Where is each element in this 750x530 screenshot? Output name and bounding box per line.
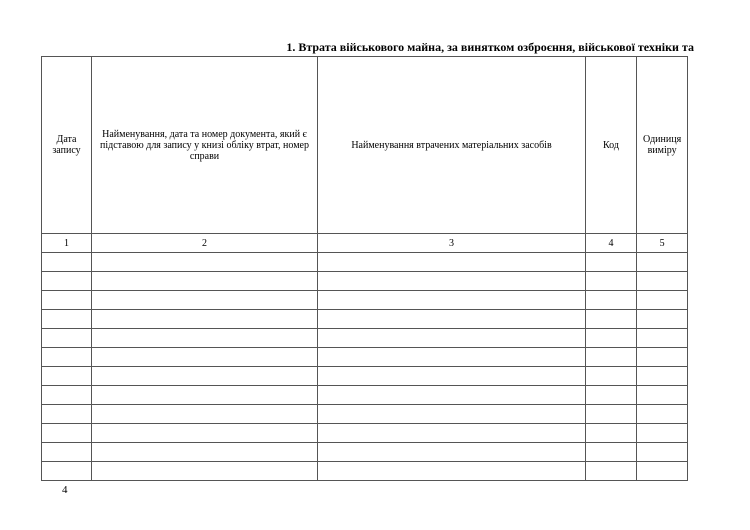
table-cell	[42, 329, 92, 348]
table-cell	[586, 405, 637, 424]
ledger-body	[42, 253, 688, 481]
table-cell	[42, 272, 92, 291]
table-cell	[586, 348, 637, 367]
table-cell	[637, 329, 688, 348]
table-cell	[637, 291, 688, 310]
table-row	[42, 386, 688, 405]
table-cell	[318, 329, 586, 348]
table-cell	[92, 329, 318, 348]
table-cell	[42, 462, 92, 481]
table-cell	[637, 367, 688, 386]
table-cell	[42, 386, 92, 405]
table-cell	[92, 367, 318, 386]
table-cell	[92, 424, 318, 443]
table-cell	[92, 348, 318, 367]
table-cell	[586, 291, 637, 310]
table-cell	[92, 253, 318, 272]
table-cell	[637, 386, 688, 405]
table-row	[42, 272, 688, 291]
table-row	[42, 443, 688, 462]
table-cell	[318, 424, 586, 443]
table-cell	[42, 405, 92, 424]
table-cell	[318, 291, 586, 310]
table-cell	[42, 424, 92, 443]
table-row	[42, 310, 688, 329]
table-cell	[42, 443, 92, 462]
table-cell	[318, 272, 586, 291]
table-cell	[92, 405, 318, 424]
table-row	[42, 424, 688, 443]
column-header-unit: Одиниця виміру	[637, 57, 688, 234]
table-cell	[42, 253, 92, 272]
table-cell	[586, 462, 637, 481]
table-cell	[42, 367, 92, 386]
table-cell	[42, 348, 92, 367]
table-cell	[92, 310, 318, 329]
table-cell	[318, 386, 586, 405]
table-cell	[586, 386, 637, 405]
column-number: 5	[637, 234, 688, 253]
table-cell	[586, 272, 637, 291]
table-cell	[637, 424, 688, 443]
table-cell	[637, 310, 688, 329]
table-cell	[637, 443, 688, 462]
column-header-date: Дата запису	[42, 57, 92, 234]
table-cell	[586, 329, 637, 348]
table-row	[42, 462, 688, 481]
section-title: 1. Втрата військового майна, за винятком озброєння, військової техніки та	[286, 40, 694, 54]
table-cell	[42, 291, 92, 310]
table-cell	[92, 272, 318, 291]
table-cell	[586, 310, 637, 329]
column-number: 4	[586, 234, 637, 253]
table-cell	[92, 462, 318, 481]
table-cell	[318, 348, 586, 367]
column-number: 2	[92, 234, 318, 253]
column-number: 3	[318, 234, 586, 253]
page-number: 4	[62, 484, 68, 496]
table-cell	[637, 348, 688, 367]
column-header-code: Код	[586, 57, 637, 234]
table-cell	[318, 367, 586, 386]
table-cell	[586, 443, 637, 462]
table-cell	[92, 443, 318, 462]
header-row	[42, 57, 688, 234]
table-cell	[42, 310, 92, 329]
table-row	[42, 405, 688, 424]
table-cell	[637, 405, 688, 424]
column-number-row	[42, 234, 688, 253]
table-cell	[318, 443, 586, 462]
table-row	[42, 348, 688, 367]
table-cell	[92, 386, 318, 405]
table-cell	[318, 310, 586, 329]
table-cell	[586, 367, 637, 386]
table-cell	[586, 424, 637, 443]
table-cell	[318, 253, 586, 272]
table-row	[42, 253, 688, 272]
column-header-document: Найменування, дата та номер документа, який є підставою для запису у книзі обліку втрат, номер справи	[92, 57, 318, 234]
table-cell	[318, 462, 586, 481]
table-cell	[92, 291, 318, 310]
table-cell	[586, 253, 637, 272]
table-cell	[637, 462, 688, 481]
column-number: 1	[42, 234, 92, 253]
loss-ledger-table	[41, 56, 688, 481]
table-cell	[637, 253, 688, 272]
table-row	[42, 329, 688, 348]
table-cell	[318, 405, 586, 424]
table-row	[42, 291, 688, 310]
column-header-materials: Найменування втрачених матеріальних засобів	[318, 57, 586, 234]
table-cell	[637, 272, 688, 291]
table-row	[42, 367, 688, 386]
